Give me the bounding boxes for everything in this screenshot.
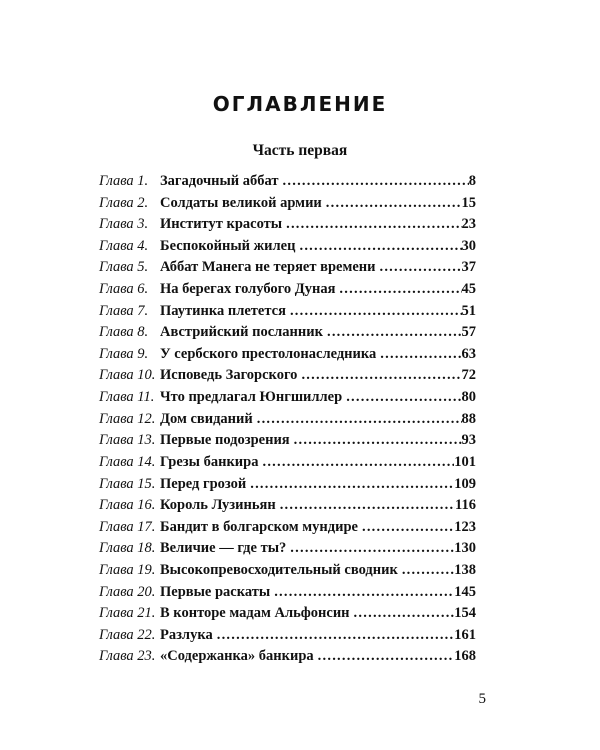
chapter-number: Глава 18. xyxy=(99,540,156,557)
dot-leader xyxy=(398,560,454,582)
chapter-page: 15 xyxy=(461,194,476,211)
toc-entry[interactable] xyxy=(99,171,476,193)
chapter-title: Перед грозой xyxy=(160,475,247,492)
chapter-title: У сербского престолонаследника xyxy=(160,345,377,362)
dot-leader xyxy=(276,495,455,517)
chapter-title: Загадочный аббат xyxy=(160,173,279,189)
toc-entry[interactable] xyxy=(99,322,476,344)
dot-leader xyxy=(335,279,461,301)
chapter-title: Австрийский посланник xyxy=(160,324,323,341)
dot-leader xyxy=(375,257,461,279)
chapter-number: Глава 10. xyxy=(99,367,156,384)
chapter-number: Глава 1. xyxy=(99,173,149,189)
dot-leader xyxy=(213,625,455,647)
chapter-number: Глава 6. xyxy=(99,281,149,298)
chapter-number: Глава 16. xyxy=(99,497,156,514)
chapter-page: 30 xyxy=(461,237,476,254)
toc-entry[interactable] xyxy=(99,193,476,215)
chapter-page: 80 xyxy=(461,389,476,406)
chapter-number: Глава 19. xyxy=(99,561,156,578)
chapter-title: В конторе мадам Альфонсин xyxy=(160,605,350,622)
toc-entry[interactable] xyxy=(99,257,476,279)
chapter-page: 63 xyxy=(461,345,476,362)
chapter-title: Беспокойный жилец xyxy=(160,237,296,254)
dot-leader xyxy=(358,517,454,539)
toc-entry[interactable] xyxy=(99,214,476,236)
chapter-page: 109 xyxy=(454,475,476,492)
page-title: ОГЛАВЛЕНИЕ xyxy=(212,92,388,116)
chapter-number: Глава 15. xyxy=(99,475,156,492)
chapter-page: 72 xyxy=(461,367,476,384)
part-title: Часть первая xyxy=(252,142,348,159)
dot-leader xyxy=(282,214,461,236)
chapter-page: 116 xyxy=(455,497,476,514)
chapter-title: Что предлагал Юнгшиллер xyxy=(160,389,343,406)
chapter-title: Грезы банкира xyxy=(160,453,259,470)
dot-leader xyxy=(322,193,462,215)
chapter-page: 145 xyxy=(454,583,476,600)
chapter-title: Величие — где ты? xyxy=(160,540,287,557)
chapter-number: Глава 9. xyxy=(99,345,149,362)
chapter-page: 23 xyxy=(461,216,476,233)
chapter-title: Институт красоты xyxy=(160,216,283,233)
toc-entry[interactable] xyxy=(99,538,476,560)
chapter-number: Глава 7. xyxy=(99,302,149,319)
chapter-page: 168 xyxy=(454,648,476,665)
chapter-number: Глава 11. xyxy=(99,389,155,406)
toc-entry[interactable] xyxy=(99,387,476,409)
chapter-title: Исповедь Загорского xyxy=(160,367,298,384)
chapter-page: 57 xyxy=(461,324,476,341)
chapter-page: 37 xyxy=(461,259,476,276)
chapter-title: Солдаты великой армии xyxy=(160,194,322,211)
dot-leader xyxy=(314,646,455,668)
dot-leader xyxy=(342,387,461,409)
chapter-number: Глава 23. xyxy=(99,648,156,665)
chapter-title: Бандит в болгарском мундире xyxy=(160,518,358,535)
chapter-page: 130 xyxy=(454,540,476,557)
chapter-title: Первые подозрения xyxy=(160,432,290,449)
dot-leader xyxy=(246,474,454,496)
toc-entry[interactable] xyxy=(99,560,476,582)
chapter-number: Глава 13. xyxy=(99,432,156,449)
chapter-page: 154 xyxy=(454,605,476,622)
dot-leader xyxy=(376,344,461,366)
chapter-number: Глава 14. xyxy=(99,453,156,470)
chapter-title: Аббат Манега не теряет времени xyxy=(160,259,376,276)
chapter-title: Разлука xyxy=(160,626,213,643)
toc-entry[interactable] xyxy=(99,365,476,387)
toc-entry[interactable] xyxy=(99,344,476,366)
chapter-number: Глава 12. xyxy=(99,410,156,427)
chapter-number: Глава 17. xyxy=(99,518,156,535)
chapter-number: Глава 4. xyxy=(99,237,149,254)
toc-entry[interactable] xyxy=(99,236,476,258)
chapter-page: 45 xyxy=(461,281,476,298)
dot-leader xyxy=(253,409,462,431)
dot-leader xyxy=(295,236,461,258)
chapter-title: Паутинка плетется xyxy=(160,302,286,319)
chapter-page: 93 xyxy=(461,432,476,449)
chapter-page: 123 xyxy=(454,518,476,535)
chapter-page: 8 xyxy=(468,173,476,189)
toc-entry[interactable] xyxy=(99,301,476,323)
dot-leader xyxy=(350,603,455,625)
toc-entry[interactable] xyxy=(99,279,476,301)
dot-leader xyxy=(258,452,454,474)
chapter-number: Глава 21. xyxy=(99,605,156,622)
toc-entry[interactable] xyxy=(99,625,476,647)
chapter-number: Глава 3. xyxy=(99,216,149,233)
chapter-title: Король Лузиньян xyxy=(160,497,276,514)
chapter-title: Первые раскаты xyxy=(160,583,271,600)
dot-leader xyxy=(279,171,469,193)
toc-entry[interactable] xyxy=(99,474,476,496)
chapter-title: «Содержанка» банкира xyxy=(160,648,314,665)
chapter-page: 88 xyxy=(461,410,476,427)
chapter-title: На берегах голубого Дуная xyxy=(160,281,336,298)
dot-leader xyxy=(297,365,461,387)
dot-leader xyxy=(290,430,462,452)
chapter-number: Глава 20. xyxy=(99,583,156,600)
toc-entry[interactable] xyxy=(99,430,476,452)
toc-entry[interactable] xyxy=(99,517,476,539)
chapter-number: Глава 2. xyxy=(99,194,149,211)
toc-entry[interactable] xyxy=(99,582,476,604)
dot-leader xyxy=(286,538,454,560)
chapter-page: 51 xyxy=(461,302,476,319)
dot-leader xyxy=(323,322,462,344)
toc-entry[interactable] xyxy=(99,495,476,517)
chapter-title: Высокопревосходительный сводник xyxy=(160,561,398,578)
chapter-page: 161 xyxy=(454,626,476,643)
table-of-contents xyxy=(99,171,476,668)
chapter-page: 101 xyxy=(454,453,476,470)
chapter-number: Глава 8. xyxy=(99,324,149,341)
chapter-number: Глава 5. xyxy=(99,259,149,276)
toc-entry[interactable] xyxy=(99,409,476,431)
chapter-page: 138 xyxy=(454,561,476,578)
toc-entry[interactable] xyxy=(99,646,476,668)
page-number: 5 xyxy=(478,691,486,707)
dot-leader xyxy=(270,582,454,604)
toc-entry[interactable] xyxy=(99,452,476,474)
toc-entry[interactable] xyxy=(99,603,476,625)
chapter-title: Дом свиданий xyxy=(160,410,253,427)
chapter-number: Глава 22. xyxy=(99,626,156,643)
dot-leader xyxy=(286,301,462,323)
